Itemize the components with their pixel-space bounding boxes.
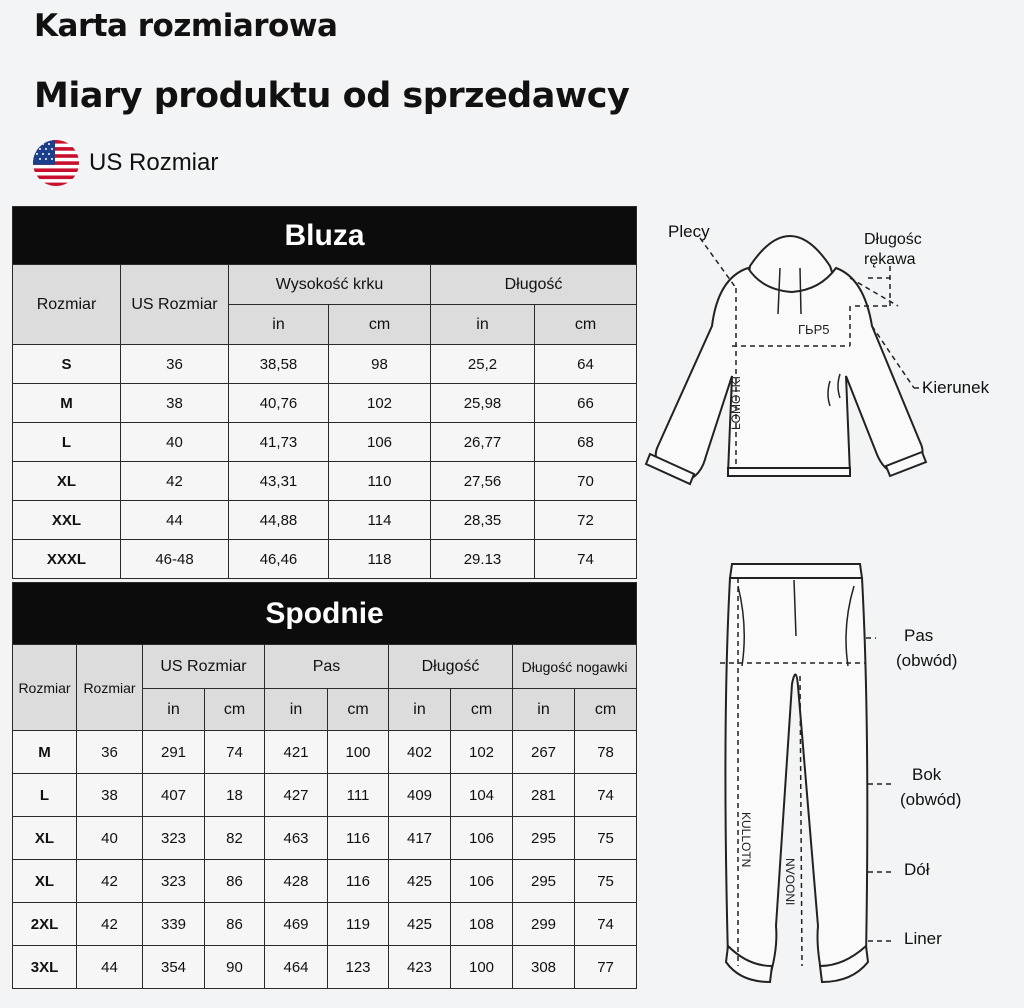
cell-waist-in: 427 [265, 774, 328, 817]
table-row [13, 423, 637, 462]
cell-size: XL [13, 860, 77, 903]
label-waist-1: Pas [904, 626, 934, 645]
cell-us-cm: 90 [205, 946, 265, 989]
table-row [13, 501, 637, 540]
cell-len-cm: 100 [451, 946, 513, 989]
cell-len-in: 25,2 [431, 345, 535, 384]
pants-inner-right-text: NVOONI [783, 858, 797, 906]
cell-waist-in: 469 [265, 903, 328, 946]
table-row [13, 860, 637, 903]
unit-cm: cm [451, 689, 513, 731]
label-waist-2: (obwód) [896, 651, 958, 670]
cell-size2: 44 [77, 946, 143, 989]
cell-size2: 38 [77, 774, 143, 817]
unit-in: in [265, 689, 328, 731]
table-row [13, 903, 637, 946]
cell-us-cm: 18 [205, 774, 265, 817]
table-row [13, 731, 637, 774]
table-row [13, 817, 637, 860]
cell-us: 40 [121, 423, 229, 462]
cell-waist-cm: 119 [328, 903, 389, 946]
us-flag-icon [33, 140, 79, 186]
col-header-us-size: US Rozmiar [143, 645, 265, 689]
cell-size2: 42 [77, 903, 143, 946]
cell-us: 46-48 [121, 540, 229, 579]
cell-len-in: 29.13 [431, 540, 535, 579]
cell-us-cm: 86 [205, 903, 265, 946]
cell-chest-cm: 98 [329, 345, 431, 384]
cell-len-in: 402 [389, 731, 451, 774]
cell-len-cm: 108 [451, 903, 513, 946]
page-title: Karta rozmiarowa [34, 8, 338, 44]
cell-us-in: 291 [143, 731, 205, 774]
cell-chest-in: 38,58 [229, 345, 329, 384]
cell-leg-cm: 75 [575, 817, 637, 860]
cell-chest-in: 41,73 [229, 423, 329, 462]
cell-leg-in: 295 [513, 860, 575, 903]
cell-us-in: 407 [143, 774, 205, 817]
cell-len-cm: 64 [535, 345, 637, 384]
cell-chest-in: 43,31 [229, 462, 329, 501]
table-row [13, 384, 637, 423]
cell-us-cm: 82 [205, 817, 265, 860]
label-side-1: Bok [912, 765, 942, 784]
cell-leg-cm: 78 [575, 731, 637, 774]
cell-len-in: 27,56 [431, 462, 535, 501]
cell-len-in: 26,77 [431, 423, 535, 462]
cell-chest-cm: 114 [329, 501, 431, 540]
hoodie-inner-side-text: LOMOTKI [729, 375, 743, 430]
col-header-length: Długość [389, 645, 513, 689]
table-row [13, 946, 637, 989]
unit-cm: cm [205, 689, 265, 731]
cell-size: M [13, 384, 121, 423]
unit-cm: cm [535, 305, 637, 345]
col-header-size: Rozmiar [13, 265, 121, 345]
cell-us-in: 323 [143, 860, 205, 903]
cell-size: XXL [13, 501, 121, 540]
cell-leg-in: 299 [513, 903, 575, 946]
table-row [13, 462, 637, 501]
cell-leg-cm: 74 [575, 903, 637, 946]
pants-size-table [12, 582, 637, 989]
cell-size2: 42 [77, 860, 143, 903]
cell-len-cm: 66 [535, 384, 637, 423]
unit-cm: cm [575, 689, 637, 731]
cell-chest-cm: 110 [329, 462, 431, 501]
label-direction: Kierunek [922, 378, 990, 397]
col-header-waist: Pas [265, 645, 389, 689]
garment-diagram [640, 206, 1020, 996]
cell-chest-in: 44,88 [229, 501, 329, 540]
hoodie-drawing [646, 236, 926, 484]
cell-size: XL [13, 462, 121, 501]
cell-leg-cm: 75 [575, 860, 637, 903]
label-sleeve-1: Długośc [864, 231, 922, 248]
cell-size: 3XL [13, 946, 77, 989]
unit-cm: cm [329, 305, 431, 345]
col-header-size: Rozmiar [13, 645, 77, 731]
cell-size2: 40 [77, 817, 143, 860]
hoodie-table-title: Bluza [13, 207, 637, 265]
cell-len-cm: 106 [451, 860, 513, 903]
page-subtitle: Miary produktu od sprzedawcy [34, 76, 630, 116]
pants-table-title: Spodnie [13, 583, 637, 645]
cell-len-cm: 68 [535, 423, 637, 462]
region-label: US Rozmiar [89, 149, 219, 176]
unit-in: in [143, 689, 205, 731]
cell-us-in: 339 [143, 903, 205, 946]
cell-len-in: 425 [389, 860, 451, 903]
cell-len-cm: 72 [535, 501, 637, 540]
col-header-chest: Wysokość krku [229, 265, 431, 305]
table-row [13, 540, 637, 579]
cell-waist-in: 463 [265, 817, 328, 860]
region-indicator [33, 140, 218, 186]
hoodie-inner-chest-text: ГЬР5 [798, 322, 830, 337]
hoodie-size-table [12, 206, 637, 579]
cell-us-in: 354 [143, 946, 205, 989]
cell-leg-in: 308 [513, 946, 575, 989]
cell-size: L [13, 774, 77, 817]
label-side-2: (obwód) [900, 790, 962, 809]
cell-us: 36 [121, 345, 229, 384]
unit-in: in [513, 689, 575, 731]
table-row [13, 345, 637, 384]
cell-waist-cm: 123 [328, 946, 389, 989]
cell-leg-in: 267 [513, 731, 575, 774]
cell-waist-cm: 116 [328, 817, 389, 860]
cell-len-cm: 102 [451, 731, 513, 774]
cell-waist-cm: 116 [328, 860, 389, 903]
col-header-size-2: Rozmiar [77, 645, 143, 731]
cell-waist-in: 464 [265, 946, 328, 989]
cell-chest-cm: 102 [329, 384, 431, 423]
cell-size: XL [13, 817, 77, 860]
cell-chest-cm: 106 [329, 423, 431, 462]
cell-chest-in: 40,76 [229, 384, 329, 423]
cell-us: 42 [121, 462, 229, 501]
unit-in: in [431, 305, 535, 345]
cell-len-in: 25,98 [431, 384, 535, 423]
col-header-us-size: US Rozmiar [121, 265, 229, 345]
cell-leg-cm: 74 [575, 774, 637, 817]
cell-size: XXXL [13, 540, 121, 579]
cell-size: M [13, 731, 77, 774]
cell-us-cm: 86 [205, 860, 265, 903]
cell-len-in: 409 [389, 774, 451, 817]
cell-us-in: 323 [143, 817, 205, 860]
cell-len-cm: 104 [451, 774, 513, 817]
cell-us-cm: 74 [205, 731, 265, 774]
cell-size: 2XL [13, 903, 77, 946]
cell-us: 38 [121, 384, 229, 423]
col-header-leg-length: Długość nogawki [513, 645, 637, 689]
cell-chest-cm: 118 [329, 540, 431, 579]
pants-inner-left-text: KULLOTN [739, 812, 753, 868]
cell-size: S [13, 345, 121, 384]
label-bottom: Dół [904, 860, 930, 879]
cell-len-cm: 74 [535, 540, 637, 579]
cell-waist-in: 421 [265, 731, 328, 774]
cell-len-cm: 70 [535, 462, 637, 501]
cell-len-in: 417 [389, 817, 451, 860]
unit-cm: cm [328, 689, 389, 731]
cell-chest-in: 46,46 [229, 540, 329, 579]
cell-size2: 36 [77, 731, 143, 774]
cell-leg-in: 281 [513, 774, 575, 817]
cell-leg-cm: 77 [575, 946, 637, 989]
label-back: Plecy [668, 222, 710, 241]
cell-len-in: 28,35 [431, 501, 535, 540]
table-row [13, 774, 637, 817]
cell-waist-cm: 100 [328, 731, 389, 774]
label-sleeve-2: rękawa [864, 251, 916, 268]
label-liner: Liner [904, 929, 942, 948]
col-header-length: Długość [431, 265, 637, 305]
cell-waist-in: 428 [265, 860, 328, 903]
cell-us: 44 [121, 501, 229, 540]
unit-in: in [229, 305, 329, 345]
cell-size: L [13, 423, 121, 462]
cell-len-in: 425 [389, 903, 451, 946]
cell-len-in: 423 [389, 946, 451, 989]
unit-in: in [389, 689, 451, 731]
cell-waist-cm: 111 [328, 774, 389, 817]
cell-leg-in: 295 [513, 817, 575, 860]
cell-len-cm: 106 [451, 817, 513, 860]
